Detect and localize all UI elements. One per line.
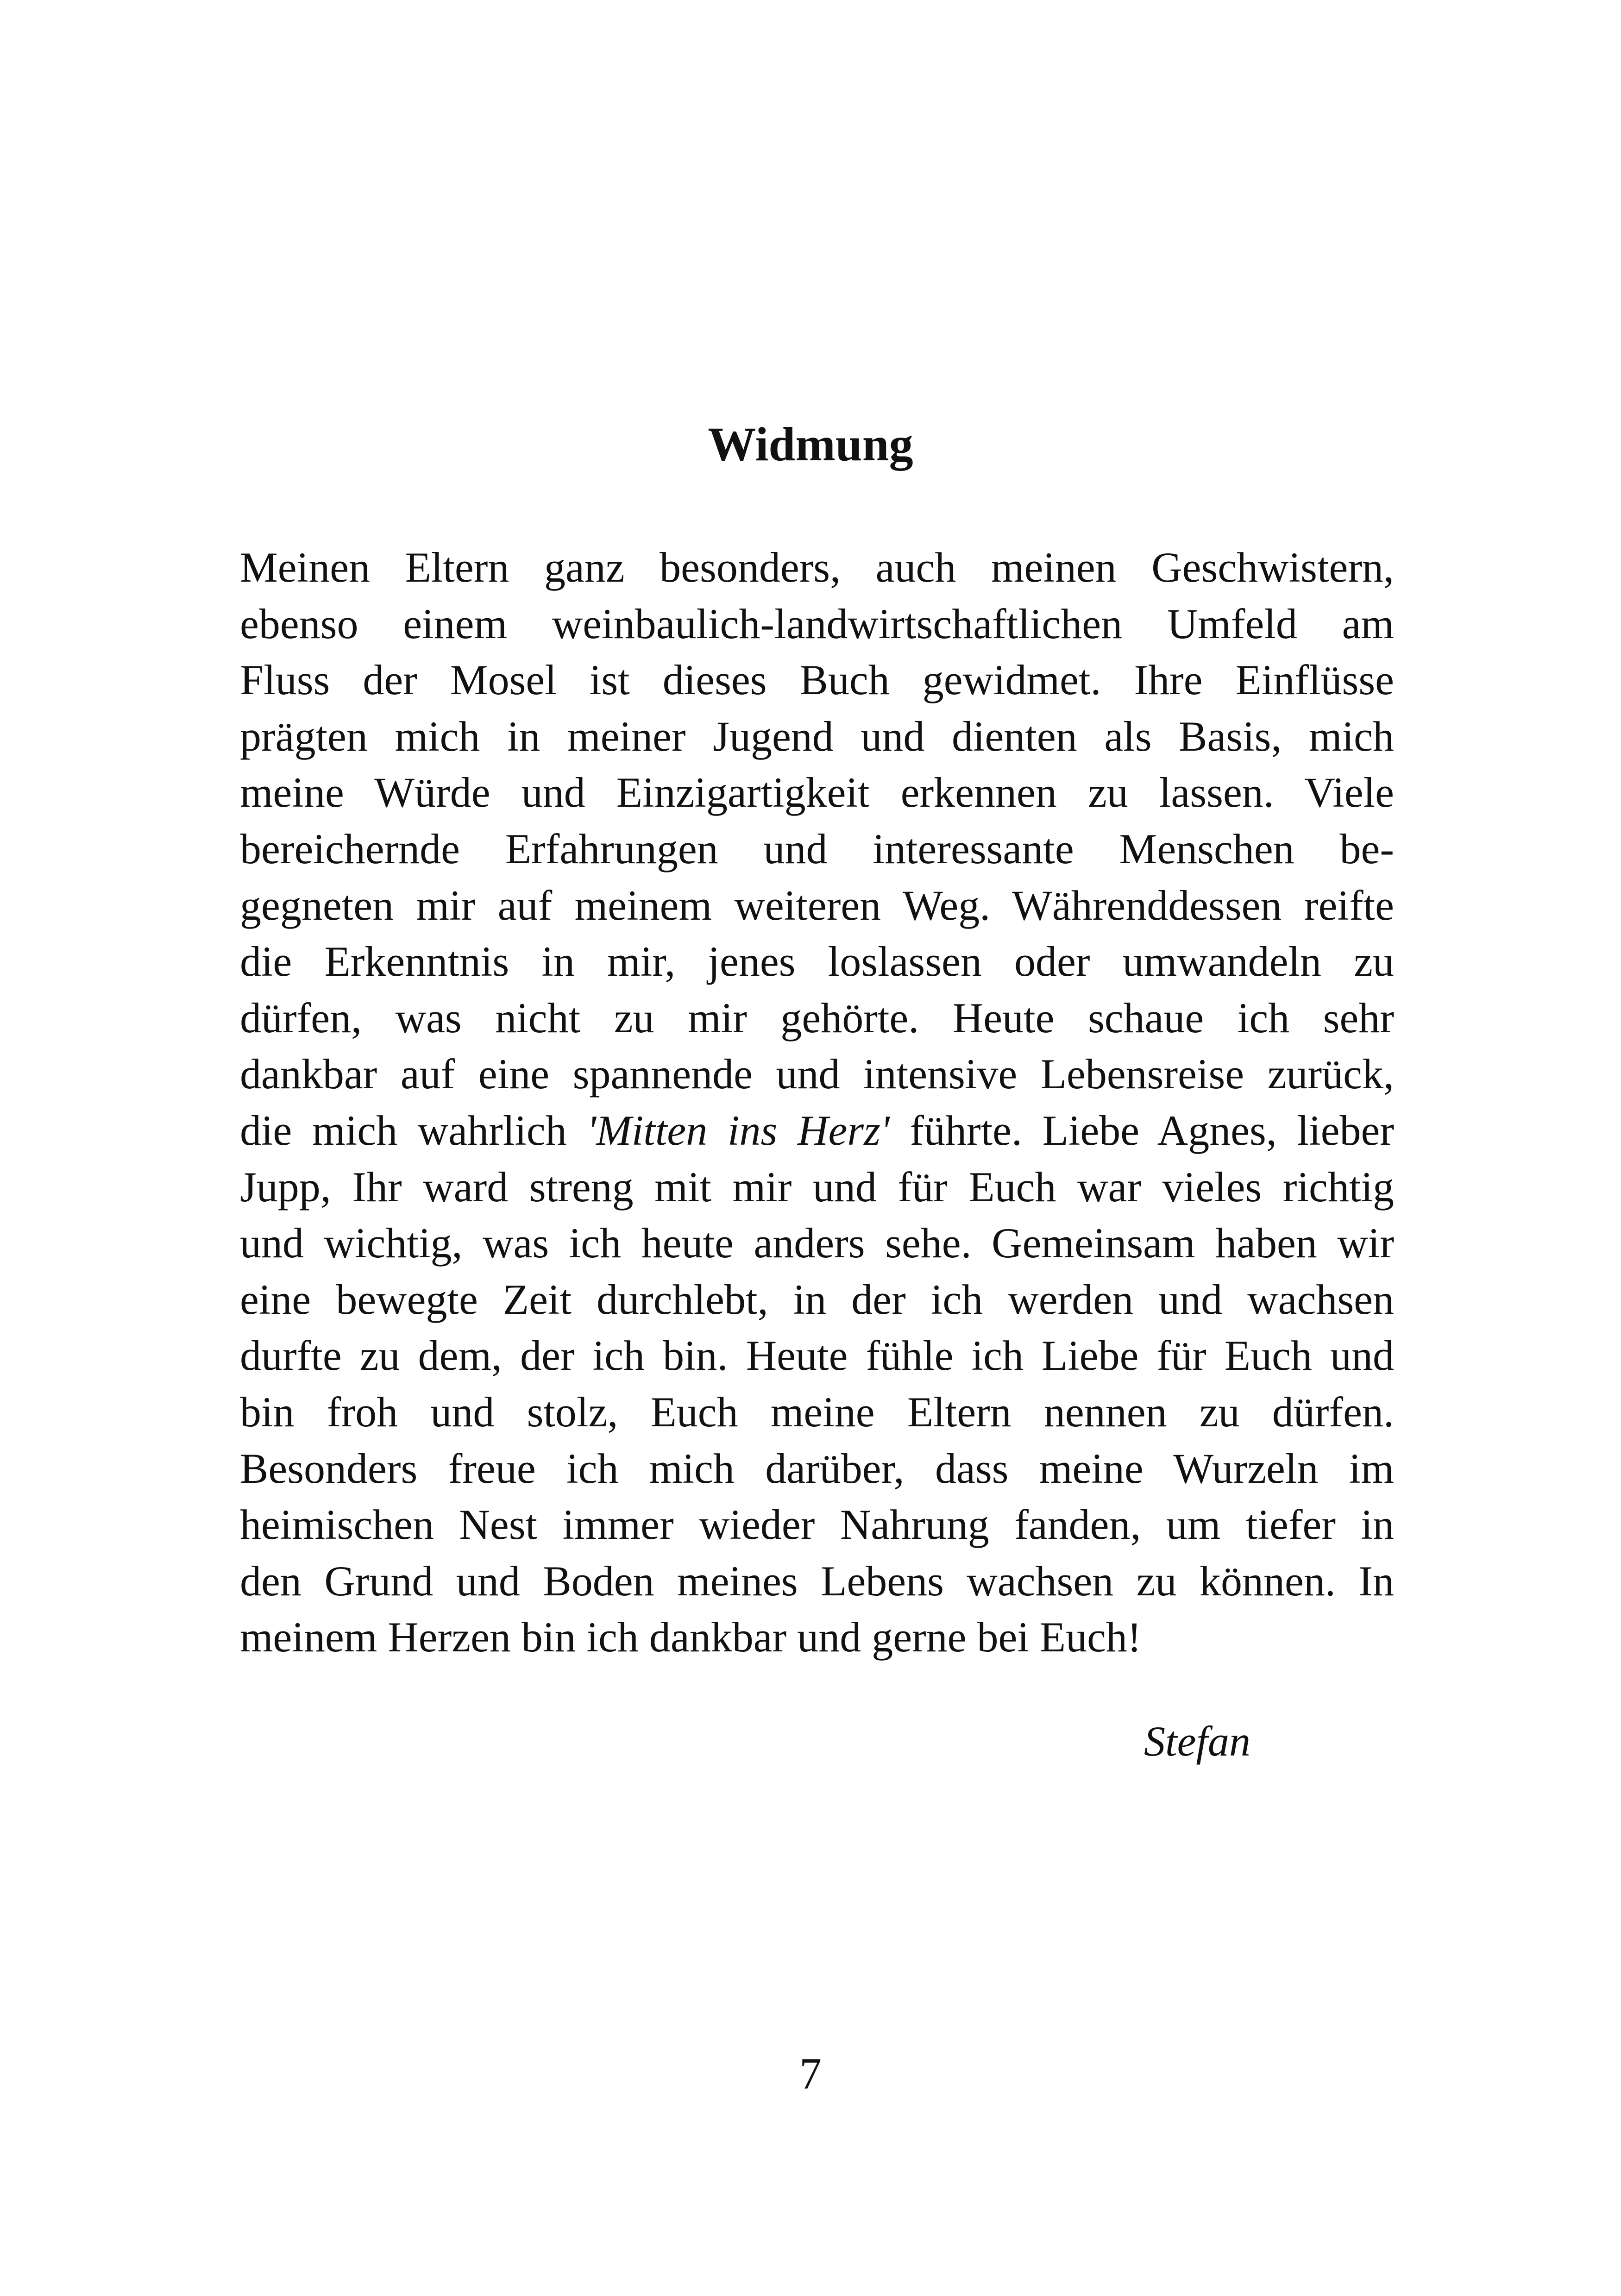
signature: Stefan bbox=[1144, 1718, 1250, 1765]
text-line: durfte zu dem, der ich bin. Heute fühle ich Liebe für Euch und bbox=[240, 1332, 1394, 1380]
text-line: prägten mich in meiner Jugend und dienten als Basis, mich bbox=[240, 712, 1394, 760]
text-line: Fluss der Mosel ist dieses Buch gewidmet. Ihre Einflüsse bbox=[240, 656, 1394, 704]
text-line: Jupp, Ihr ward streng mit mir und für Euch war vieles richtig bbox=[240, 1163, 1394, 1211]
text-line: heimischen Nest immer wieder Nahrung fanden, um tiefer in bbox=[240, 1501, 1394, 1549]
text-line: dürfen, was nicht zu mir gehörte. Heute schaue ich sehr bbox=[240, 994, 1394, 1041]
text-line-with-book-title bbox=[240, 1103, 1394, 1159]
text-line: bin froh und stolz, Euch meine Eltern nennen zu dürfen. bbox=[240, 1388, 1394, 1436]
text-line: dankbar auf eine spannende und intensive Lebensreise zurück, bbox=[240, 1050, 1394, 1098]
text-line: Meinen Eltern ganz besonders, auch meinen Geschwistern, bbox=[240, 544, 1394, 591]
text-line: und wichtig, was ich heute anders sehe. Gemeinsam haben wir bbox=[240, 1219, 1394, 1267]
text-line: meine Würde und Einzigartigkeit erkennen zu lassen. Viele bbox=[240, 769, 1394, 816]
page-number: 7 bbox=[799, 2049, 822, 2098]
text-line: den Grund und Boden meines Lebens wachsen zu können. In bbox=[240, 1557, 1394, 1605]
text-line: Besonders freue ich mich darüber, dass meine Wurzeln im bbox=[240, 1444, 1394, 1492]
text-line: ebenso einem weinbaulich-landwirtschaftlichen Umfeld am bbox=[240, 600, 1394, 647]
text-line-last: meinem Herzen bin ich dankbar und gerne bei Euch! bbox=[240, 1613, 1142, 1661]
book-title-quote: 'Mitten ins Herz' bbox=[587, 1106, 890, 1154]
text-line: die Erkenntnis in mir, jenes loslassen oder umwandeln zu bbox=[240, 938, 1394, 985]
text-line-start: die mich wahrlich bbox=[240, 1106, 587, 1154]
dedication-text bbox=[240, 539, 1394, 1666]
text-line: gegneten mir auf meinem weiteren Weg. Währenddessen reifte bbox=[240, 881, 1394, 929]
text-line: eine bewegte Zeit durchlebt, in der ich werden und wachsen bbox=[240, 1275, 1394, 1323]
text-line-end: führte. Liebe Agnes, lieber bbox=[889, 1106, 1395, 1154]
text-line: bereichernde Erfahrungen und interessante Menschen be- bbox=[240, 825, 1394, 872]
page-title: Widmung bbox=[708, 418, 913, 471]
